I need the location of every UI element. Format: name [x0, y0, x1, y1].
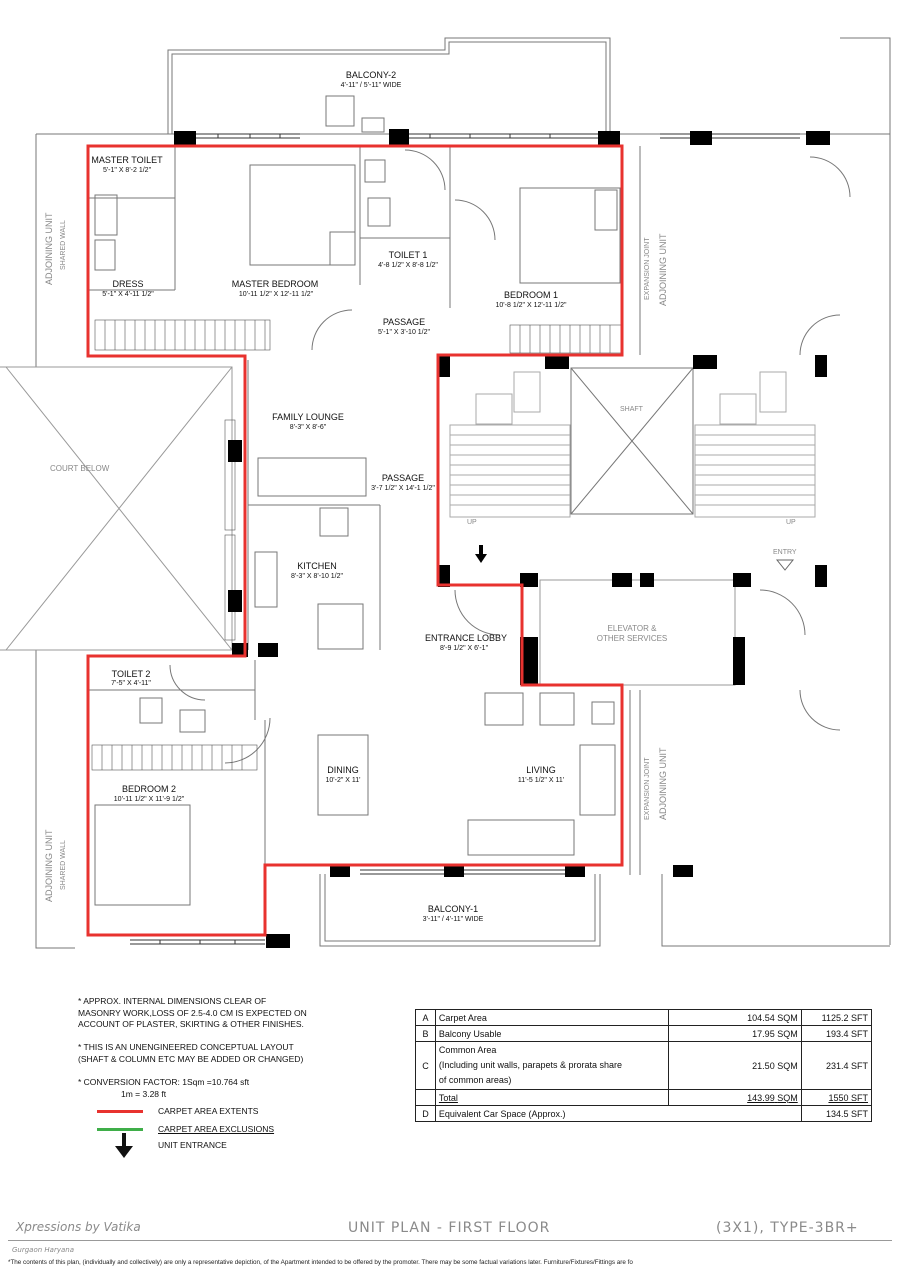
row-key — [416, 1090, 436, 1106]
adjoining-unit-bottom-left: ADJOINING UNIT — [44, 829, 54, 902]
master-toilet-dim: 5'-1" X 8'-2 1/2" — [102, 167, 152, 174]
passage-label: PASSAGE — [382, 317, 426, 327]
toilet2-dim: 7'-5" X 4'-11" — [111, 680, 151, 687]
sft-unit: SFT — [851, 1012, 868, 1023]
footer-rule — [8, 1240, 892, 1241]
balcony2-dim: 4'-11" / 5'-11" WIDE — [340, 82, 402, 89]
sqm-unit: SQM — [777, 1012, 798, 1023]
note-1-line-1: * APPROX. INTERNAL DIMENSIONS CLEAR OF — [78, 996, 267, 1006]
notes-block-2 — [78, 1042, 303, 1065]
footer-brand: Xpressions by Vatika — [16, 1220, 141, 1234]
sft-unit: SFT — [851, 1108, 868, 1119]
bedroom2-dim: 10'-11 1/2" X 11'-9 1/2" — [113, 796, 185, 803]
passage-dim: 5'-1" X 3'-10 1/2" — [377, 329, 431, 336]
row-sqm — [668, 1026, 801, 1042]
sqm-unit: SQM — [777, 1028, 798, 1039]
legend-carpet-exclusions: CARPET AREA EXCLUSIONS — [158, 1124, 275, 1134]
balcony1-label: BALCONY-1 — [427, 904, 479, 914]
row-desc: Equivalent Car Space (Approx.) — [435, 1106, 801, 1122]
row-key: C — [416, 1042, 436, 1090]
row-key: D — [416, 1106, 436, 1122]
entrance-lobby-label: ENTRANCE LOBBY — [424, 633, 508, 643]
common-area-line-2: (Including unit walls, parapets & prorata share — [438, 1060, 623, 1070]
elevator-label-1: ELEVATOR & — [607, 624, 657, 633]
expansion-joint-bottom: EXPANSION JOINT — [644, 757, 651, 820]
footer-location: Gurgaon Haryana — [12, 1246, 75, 1254]
kitchen-dim: 8'-3" X 8'-10 1/2" — [290, 573, 344, 580]
table-row — [416, 1090, 872, 1106]
court-below-label: COURT BELOW — [50, 464, 110, 473]
bedroom1-label: BEDROOM 1 — [503, 290, 559, 300]
elevator-label-2: OTHER SERVICES — [596, 634, 668, 643]
note-3-line-2: 1m = 3.28 ft — [121, 1088, 167, 1099]
master-bedroom-label: MASTER BEDROOM — [231, 279, 319, 289]
dress-dim: 5'-1" X 4'-11 1/2" — [102, 291, 154, 298]
notes-block — [78, 996, 307, 1031]
legend-unit-entrance: UNIT ENTRANCE — [158, 1140, 227, 1150]
sqm-unit: SQM — [777, 1092, 798, 1103]
unit-entrance-arrow-icon — [113, 1133, 135, 1159]
adjoining-unit-top-left: ADJOINING UNIT — [44, 212, 54, 285]
kitchen-label: KITCHEN — [297, 561, 337, 571]
dress-label: DRESS — [112, 279, 144, 289]
master-toilet-label: MASTER TOILET — [91, 155, 163, 165]
master-bedroom-dim: 10'-11 1/2" X 12'-11 1/2" — [238, 291, 314, 298]
table-row — [416, 1106, 872, 1122]
living-dim: 11'-5 1/2" X 11' — [517, 777, 565, 784]
family-lounge-label: FAMILY LOUNGE — [272, 412, 344, 422]
shared-wall-top-left: SHARED WALL — [60, 220, 67, 270]
sft-value: 1125.2 — [821, 1012, 849, 1023]
table-row — [416, 1042, 872, 1090]
living-label: LIVING — [526, 765, 556, 775]
shaft-label: SHAFT — [620, 406, 643, 413]
sqm-value: 143.99 — [747, 1092, 775, 1103]
note-1-line-3: ACCOUNT OF PLASTER, SKIRTING & OTHER FINISHES. — [78, 1019, 304, 1029]
footer-type: (3X1), TYPE-3BR+ — [716, 1220, 859, 1236]
note-3-line-1: * CONVERSION FACTOR: 1Sqm =10.764 sft — [78, 1077, 250, 1087]
row-key: B — [416, 1026, 436, 1042]
sft-unit: SFT — [851, 1028, 868, 1039]
sqm-value: 21.50 — [752, 1060, 775, 1071]
sft-value: 231.4 — [825, 1060, 849, 1071]
entrance-lobby-dim: 8'-9 1/2" X 6'-1" — [439, 645, 489, 652]
sqm-value: 17.95 — [752, 1028, 775, 1039]
entry-label: ENTRY — [773, 549, 797, 556]
toilet1-dim: 4'-8 1/2" X 8'-8 1/2" — [378, 262, 438, 269]
table-row — [416, 1010, 872, 1026]
sqm-value: 104.54 — [747, 1012, 775, 1023]
row-sft — [801, 1106, 871, 1122]
common-area-line-1: Common Area — [438, 1045, 497, 1055]
toilet2-label: TOILET 2 — [111, 669, 151, 679]
row-desc — [435, 1042, 668, 1090]
row-sft — [801, 1090, 871, 1106]
legend-green-line — [97, 1128, 143, 1131]
dining-label: DINING — [327, 765, 359, 775]
row-key: A — [416, 1010, 436, 1026]
area-statement-table — [415, 1009, 872, 1122]
adjoining-unit-top-right: ADJOINING UNIT — [658, 233, 668, 306]
legend-red-line — [97, 1110, 143, 1113]
row-sqm — [668, 1042, 801, 1090]
up-right-label: UP — [786, 519, 796, 526]
row-desc: Balcony Usable — [435, 1026, 668, 1042]
toilet1-label: TOILET 1 — [388, 250, 428, 260]
sft-unit: SFT — [851, 1092, 868, 1103]
row-sft — [801, 1010, 871, 1026]
expansion-joint-top: EXPANSION JOINT — [644, 237, 651, 300]
adjoining-unit-bottom-right: ADJOINING UNIT — [658, 747, 668, 820]
up-left-label: UP — [467, 519, 477, 526]
family-lounge-dim: 8'-3" X 8'-6" — [289, 424, 327, 431]
note-1-line-2: MASONRY WORK,LOSS OF 2.5-4.0 CM IS EXPECTED ON — [78, 1007, 307, 1018]
sft-value: 134.5 — [825, 1108, 849, 1119]
sft-value: 193.4 — [825, 1028, 849, 1039]
common-area-line-3: of common areas) — [438, 1075, 512, 1085]
row-desc: Total — [435, 1090, 668, 1106]
row-sqm — [668, 1010, 801, 1026]
note-2-line-1: * THIS IS AN UNENGINEERED CONCEPTUAL LAYOUT — [78, 1042, 294, 1052]
dining-dim: 10'-2" X 11' — [325, 777, 361, 784]
balcony1-dim: 3'-11" / 4'-11" WIDE — [422, 916, 484, 923]
legend-carpet-extents: CARPET AREA EXTENTS — [158, 1106, 259, 1116]
balcony2-label: BALCONY-2 — [345, 70, 397, 80]
notes-block-3 — [78, 1077, 249, 1100]
passage2-label: PASSAGE — [381, 473, 425, 483]
passage2-dim: 3'-7 1/2" X 14'-1 1/2" — [371, 485, 435, 492]
sft-value: 1550 — [828, 1092, 849, 1103]
shared-wall-bottom-left: SHARED WALL — [60, 840, 67, 890]
bedroom2-label: BEDROOM 2 — [121, 784, 177, 794]
table-row — [416, 1026, 872, 1042]
row-sqm — [668, 1090, 801, 1106]
footer-title: UNIT PLAN - FIRST FLOOR — [348, 1220, 551, 1236]
row-sft — [801, 1042, 871, 1090]
footer-disclaimer: *The contents of this plan, (individually and collectively) are only a representative depiction, of the Apartment intended to be offered by the promoter. There may be some factual variations later. Furniture/Fixtures/Fittings are fo — [8, 1259, 633, 1266]
bedroom1-dim: 10'-8 1/2" X 12'-11 1/2" — [495, 302, 567, 309]
row-sft — [801, 1026, 871, 1042]
sft-unit: SFT — [851, 1060, 868, 1071]
sqm-unit: SQM — [777, 1060, 798, 1071]
note-2-line-2: (SHAFT & COLUMN ETC MAY BE ADDED OR CHANGED) — [78, 1053, 304, 1064]
row-desc: Carpet Area — [435, 1010, 668, 1026]
